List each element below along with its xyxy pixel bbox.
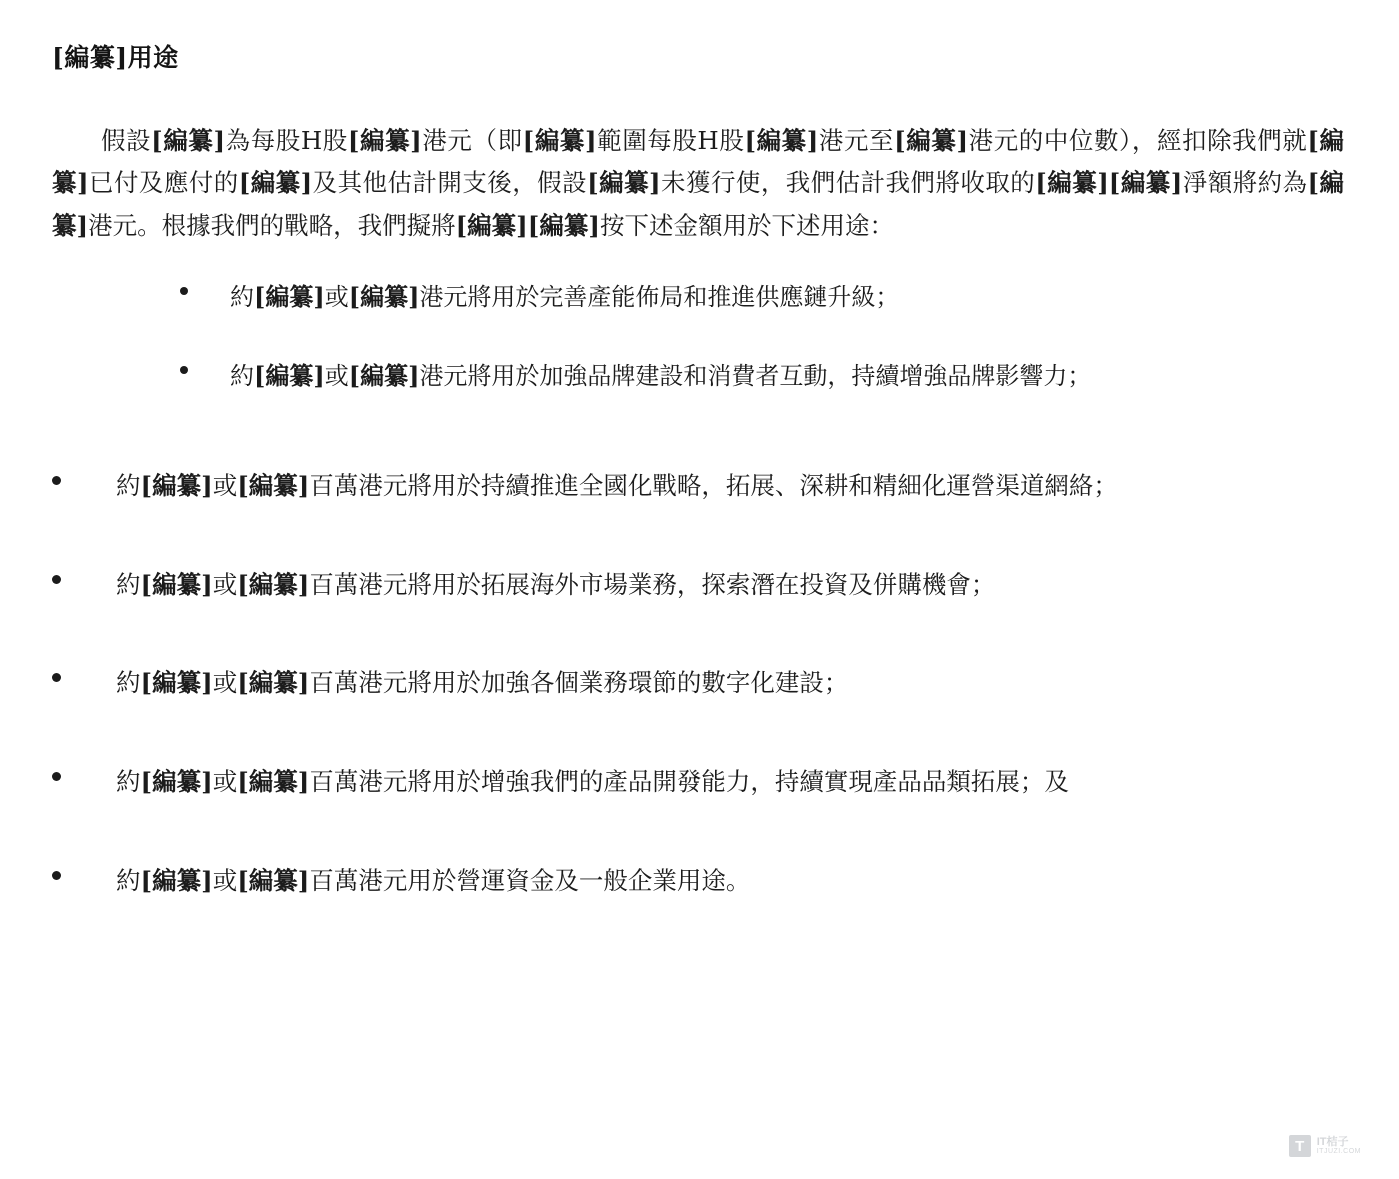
- bullet-dot-icon: [52, 772, 61, 781]
- watermark-domain: ITJUZI.COM: [1316, 1148, 1361, 1156]
- list-item-text: 約[編纂]或[編纂]百萬港元將用於增強我們的產品開發能力，持續實現產品品類拓展；及: [116, 767, 1069, 797]
- main-bullet-list: [52, 465, 1344, 903]
- list-item: [52, 564, 1344, 607]
- bullet-dot-icon: [52, 871, 61, 880]
- list-item-text: 約[編纂]或[編纂]百萬港元將用於拓展海外市場業務，探索潛在投資及併購機會；: [116, 569, 996, 599]
- bullet-dot-icon: [52, 673, 61, 682]
- page-title: [編纂]用途: [52, 43, 179, 72]
- list-item-text: 約[編纂]或[編纂]港元將用於加強品牌建設和消費者互動，持續增強品牌影響力；: [230, 360, 1092, 390]
- bullet-dot-icon: [180, 366, 188, 374]
- watermark-text: [1317, 1137, 1361, 1156]
- watermark-logo-icon: T: [1289, 1135, 1311, 1157]
- list-item: [52, 761, 1344, 804]
- lead-paragraph: 假設[編纂]為每股H股[編纂]港元（即[編纂]範圍每股H股[編纂]港元至[編纂]港元的中位數），經扣除我們就[編纂]已付及應付的[編纂]及其他估計開支後，假設[編纂]未獲行使，我們估計我們將收取的[編纂][編纂]淨額將約為[編纂]港元。根據我們的戰略，我們擬將[編纂][編纂]按下述金額用於下述用途：: [52, 126, 1345, 240]
- list-item-text: 約[編纂]或[編纂]港元將用於完善產能佈局和推進供應鏈升級；: [230, 282, 900, 312]
- bullet-dot-icon: [52, 575, 61, 584]
- sub-bullet-list: [52, 277, 1344, 397]
- list-item: [52, 465, 1344, 508]
- watermark-brand: IT桔子: [1316, 1135, 1349, 1148]
- watermark: [1289, 1135, 1361, 1157]
- bullet-dot-icon: [180, 287, 188, 295]
- list-item: [52, 860, 1344, 903]
- list-item: [52, 356, 1344, 397]
- list-item-text: 約[編纂]或[編纂]百萬港元用於營運資金及一般企業用途。: [116, 866, 751, 896]
- list-item: [52, 277, 1344, 318]
- bullet-dot-icon: [52, 476, 61, 485]
- list-item-text: 約[編纂]或[編纂]百萬港元將用於持續推進全國化戰略，拓展、深耕和精細化運營渠道網絡；: [116, 470, 1118, 500]
- list-item-text: 約[編纂]或[編纂]百萬港元將用於加強各個業務環節的數字化建設；: [116, 668, 849, 698]
- list-item: [52, 662, 1344, 705]
